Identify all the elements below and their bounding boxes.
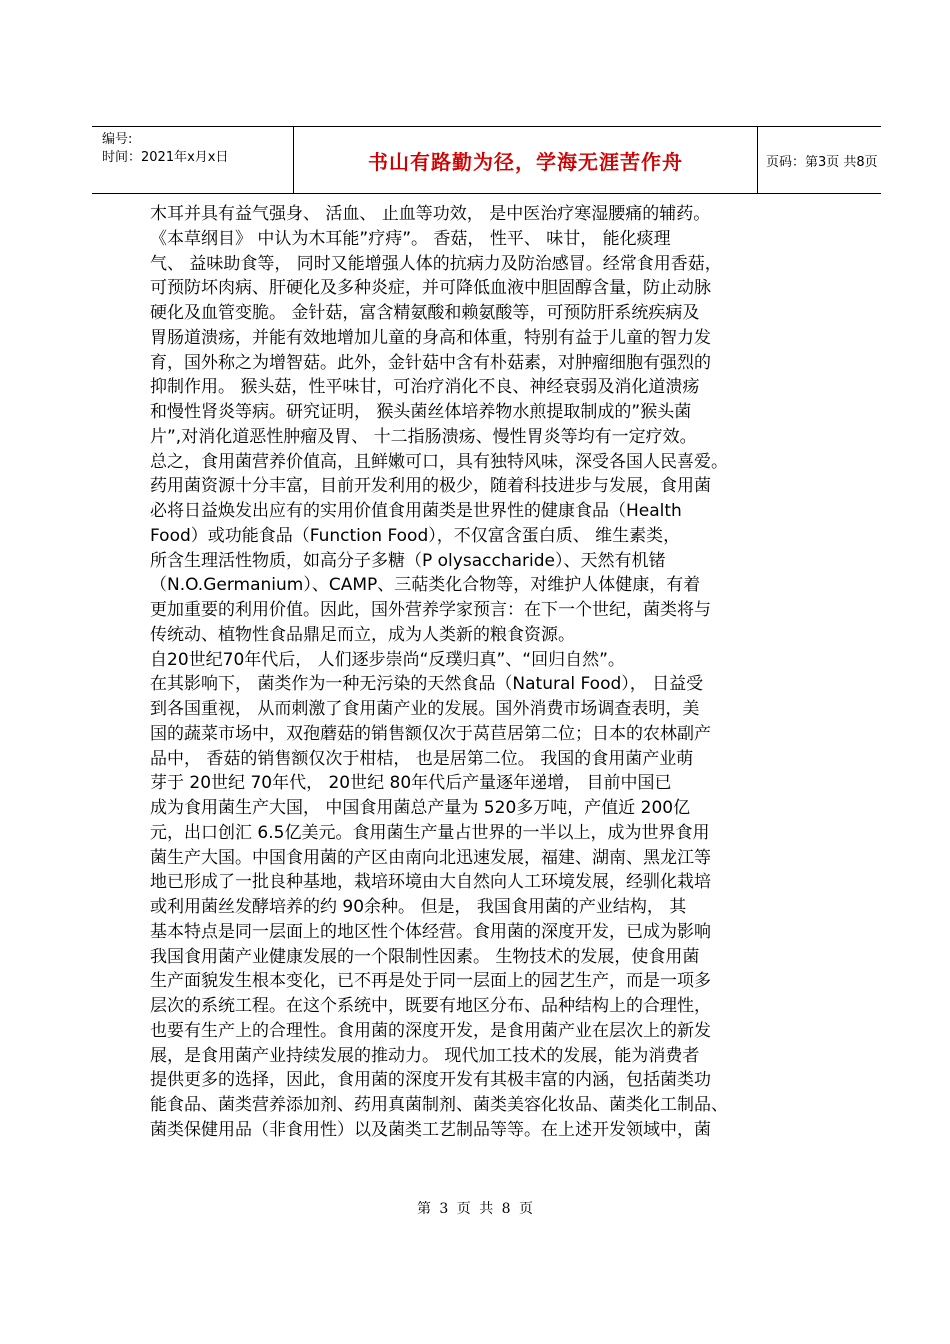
body-line: 菌生产大国。中国食用菌的产区由南向北迅速发展，福建、湖南、黑龙江等 [150, 847, 711, 868]
body-line: 《本草纲目》 中认为木耳能”疗痔”。 香菇， 性平、 味甘， 能化痰理 [150, 228, 671, 249]
body-line: 我国食用菌产业健康发展的一个限制性因素。 生物技术的发展，使食用菌 [150, 946, 700, 967]
body-line: 在其影响下， 菌类作为一种无污染的天然食品（Natural Food）， 日益受 [150, 674, 704, 695]
document-body [150, 202, 800, 1143]
body-line: 可预防坏肉病、肝硬化及多种炎症，并可降低血液中胆固醇含量，防止动脉 [150, 278, 711, 299]
body-line: 能食品、菌类营养添加剂、药用真菌制剂、菌类美容化妆品、菌类化工制品、 [150, 1095, 728, 1115]
page-code-label: 页码：第3页 共8页 [766, 154, 878, 170]
body-line: 硬化及血管变脆。 金针菇，富含精氨酸和赖氨酸等，可预防肝系统疾病及 [150, 303, 700, 323]
header-table [92, 126, 881, 194]
body-line: 气、 益味助食等， 同时又能增强人体的抗病力及防治感冒。经常食用香菇， [150, 253, 722, 274]
body-line: 或利用菌丝发酵培养的约 90余种。 但是， 我国食用菌的产业结构， 其 [150, 897, 687, 917]
body-line: 必将日益焕发出应有的实用价值食用菌类是世界性的健康食品（Health [150, 501, 682, 521]
body-line: 基本特点是同一层面上的地区性个体经营。食用菌的深度开发，已成为影响 [150, 921, 711, 942]
body-line: 菌类保健用品（非食用性）以及菌类工艺制品等等。在上述开发领域中，菌 [150, 1119, 711, 1140]
body-line: 地已形成了一批良种基地，栽培环境由大自然向人工环境发展，经驯化栽培 [150, 872, 711, 893]
page-number-footer: 第 3 页 共 8 页 [416, 1201, 534, 1217]
body-line: 片”,对消化道恶性肿瘤及胃、 十二指肠溃疡、慢性胃炎等均有一定疗效。 [150, 426, 697, 447]
body-line: 传统动、植物性食品鼎足而立，成为人类新的粮食资源。 [150, 624, 575, 645]
body-line: 国的蔬菜市场中，双孢蘑菇的销售额仅次于莴苣居第二位；日本的农林副产 [150, 723, 711, 744]
body-line: 品中， 香菇的销售额仅次于柑桔， 也是居第二位。 我国的食用菌产业萌 [150, 748, 694, 769]
body-line: 层次的系统工程。在这个系统中，既要有地区分布、品种结构上的合理性， [150, 996, 711, 1016]
document-number-label: 编号: [102, 132, 133, 147]
body-line: 到各国重视， 从而刺激了食用菌产业的发展。国外消费市场调查表明，美 [150, 699, 700, 719]
body-line: Food）或功能食品（Function Food），不仅富含蛋白质、 维生素类， [150, 525, 681, 546]
body-line: 木耳并具有益气强身、 活血、 止血等功效， 是中医治疗寒湿腰痛的辅药。 [150, 204, 711, 224]
body-line: 成为食用菌生产大国， 中国食用菌总产量为 520多万吨，产值近 200亿 [150, 798, 691, 818]
body-line: 芽于 20世纪 70年代， 20世纪 80年代后产量逐年递增， 目前中国已 [150, 773, 672, 794]
header-motto-cell [293, 127, 758, 193]
body-line: 药用菌资源十分丰富，目前开发利用的极少，随着科技进步与发展，食用菌 [150, 476, 711, 497]
body-line: 自20世纪70年代后， 人们逐步崇尚“反璞归真”、“回归自然”。 [150, 649, 625, 670]
body-line: 展，是食用菌产业持续发展的推动力。 现代加工技术的发展，能为消费者 [150, 1045, 700, 1066]
body-line: 和慢性肾炎等病。研究证明， 猴头菌丝体培养物水煎提取制成的”猴头菌 [150, 402, 692, 422]
body-line: 元，出口创汇 6.5亿美元。食用菌生产量占世界的一半以上，成为世界食用 [150, 822, 710, 843]
body-line: 生产面貌发生根本变化，已不再是处于同一层面上的园艺生产，而是一项多 [150, 971, 711, 992]
body-line: 所含生理活性物质，如高分子多糖（P olysaccharide）、天然有机锗 [150, 550, 666, 571]
body-line: 胃肠道溃疡，并能有效地增加儿童的身高和体重，特别有益于儿童的智力发 [150, 327, 711, 348]
body-line: 抑制作用。 猴头菇，性平味甘，可治疗消化不良、神经衰弱及消化道溃疡 [150, 377, 700, 398]
header-info-cell [92, 127, 293, 193]
body-line: 更加重要的利用价值。因此，国外营养学家预言：在下一个世纪，菌类将与 [150, 600, 711, 620]
body-line: （N.O.Germanium）、CAMP、三萜类化合物等，对维护人体健康，有着 [150, 575, 701, 596]
header-page-cell [758, 127, 881, 193]
body-line: 育，国外称之为增智菇。此外，金针菇中含有朴菇素，对肿瘤细胞有强烈的 [150, 352, 711, 373]
motto-text: 书山有路勤为径，学海无涯苦作舟 [368, 149, 683, 174]
body-line: 提供更多的选择，因此，食用菌的深度开发有其极丰富的内涵，包括菌类功 [150, 1070, 711, 1091]
body-line: 也要有生产上的合理性。食用菌的深度开发，是食用菌产业在层次上的新发 [150, 1020, 711, 1041]
page-footer [0, 1198, 950, 1218]
body-line: 总之，食用菌营养价值高，且鲜嫩可口，具有独特风味，深受各国人民喜爱。 [150, 451, 728, 472]
document-time-label: 时间：2021年x月x日 [102, 150, 229, 165]
